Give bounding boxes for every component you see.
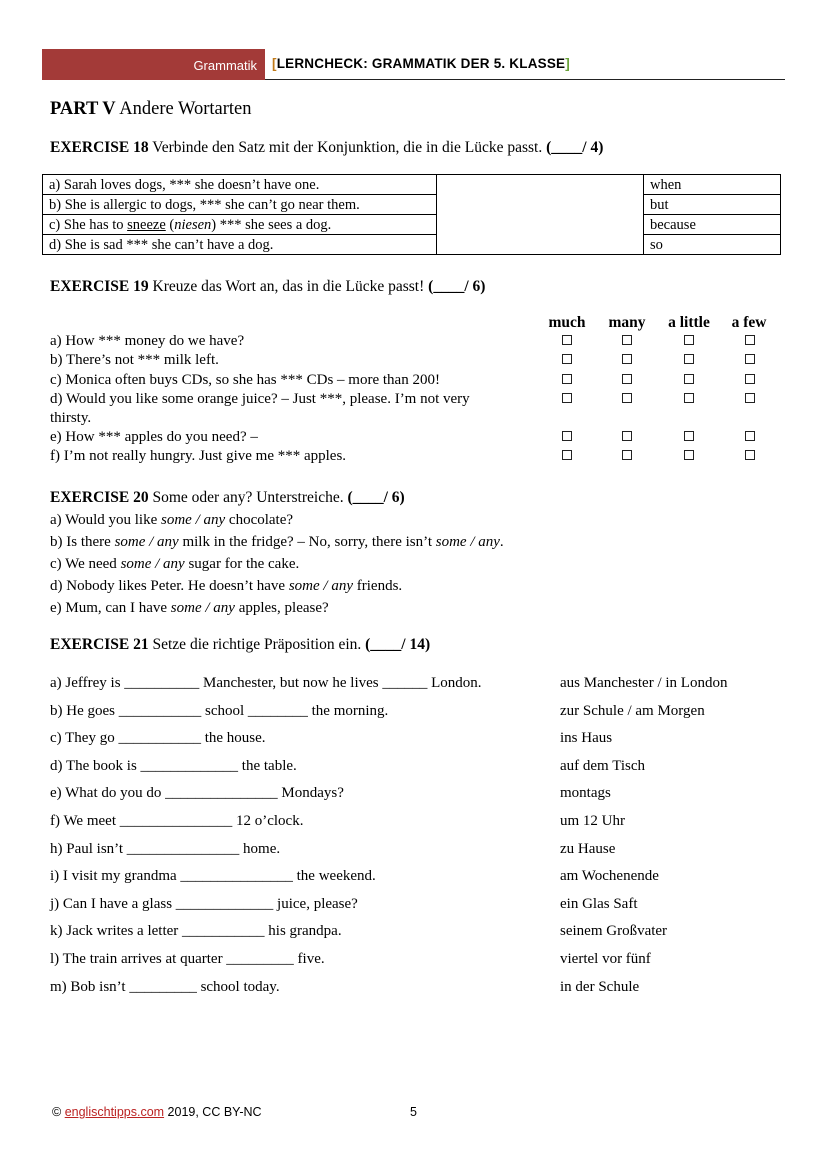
ex21-sentence: b) He goes ___________ school ________ the morning. [50,703,389,719]
ex18-c-pre: c) She has to [49,216,128,233]
ex20-label: EXERCISE 20 [50,489,149,506]
ex21-sentence: m) Bob isn’t _________ school today. [50,979,280,995]
ex19-col-many: many [608,314,646,331]
ex20-b-post: milk in the fridge? – No, sorry, there isn’t [178,534,436,550]
table-row [43,235,781,255]
ex20-item [50,556,299,573]
ex21-hint: am Wochenende [560,868,659,884]
ex19-item: b) There’s not *** milk left. [50,352,219,368]
ex19-checkbox-much[interactable] [562,335,572,345]
ex18-score: (____/ 4) [546,139,604,156]
copyright-symbol: © [52,1105,62,1119]
ex19-checkbox-a-little[interactable] [684,374,694,384]
ex19-checkbox-a-few[interactable] [745,374,755,384]
ex20-instruction: Some oder any? Unterstreiche. [152,489,344,506]
ex18-heading [50,139,603,157]
ex21-hint: zu Hause [560,841,616,857]
ex20-e-post: apples, please? [234,600,329,616]
ex20-c-choice[interactable]: some / any [120,556,185,572]
ex19-checkbox-many[interactable] [622,354,632,364]
ex18-conjunction: because [644,215,781,235]
ex20-a-choice[interactable]: some / any [161,512,226,528]
header-bracket-close: ] [565,56,570,71]
ex20-d-pre: d) Nobody likes Peter. He doesn’t have [50,578,289,594]
ex19-item: d) Would you like some orange juice? – Just ***, please. I’m not very [50,391,470,407]
ex21-hint: auf dem Tisch [560,758,646,774]
ex20-c-pre: c) We need [50,556,121,572]
ex20-d-choice[interactable]: some / any [288,578,353,594]
header-tab: Grammatik [42,49,265,80]
ex21-sentence: e) What do you do _______________ Mondays? [50,785,344,801]
ex19-checkbox-many[interactable] [622,450,632,460]
ex19-checkbox-many[interactable] [622,374,632,384]
ex21-sentence: i) I visit my grandma _______________ the weekend. [50,868,376,884]
ex18-sentence [43,215,437,235]
page-number: 5 [410,1105,417,1119]
header-title [272,56,570,71]
ex21-hint: ins Haus [560,730,613,746]
ex21-sentence: a) Jeffrey is __________ Manchester, but now he lives ______ London. [50,675,482,691]
ex20-b-post-2: . [499,534,504,550]
ex21-label: EXERCISE 21 [50,636,149,653]
ex20-heading [50,489,405,507]
ex19-checkbox-a-few[interactable] [745,431,755,441]
ex18-conjunction: but [644,195,781,215]
ex20-item [50,512,293,529]
ex20-a-post: chocolate? [225,512,294,528]
ex18-sentence: d) She is sad *** she can’t have a dog. [43,235,437,255]
ex19-checkbox-many[interactable] [622,335,632,345]
ex20-item [50,578,402,595]
ex21-hint: ein Glas Saft [560,896,638,912]
ex21-sentence: d) The book is _____________ the table. [50,758,297,774]
ex18-c-post: ) *** she sees a dog. [211,216,332,233]
ex18-c-italic: niesen [174,216,212,233]
footer-copyright [52,1105,262,1119]
ex18-c-mid: ( [165,216,175,233]
ex20-c-post: sugar for the cake. [184,556,300,572]
ex20-score: (____/ 6) [347,489,405,506]
ex18-instruction: Verbinde den Satz mit der Konjunktion, die in die Lücke passt. [152,139,543,156]
ex19-col-much: much [548,314,586,331]
ex19-item: f) I’m not really hungry. Just give me *** apples. [50,448,347,464]
ex20-b-choice-2[interactable]: some / any [435,534,500,550]
ex19-checkbox-much[interactable] [562,354,572,364]
ex20-b-choice[interactable]: some / any [114,534,179,550]
ex21-hint: aus Manchester / in London [560,675,728,691]
ex19-heading [50,278,485,296]
ex21-hint: um 12 Uhr [560,813,625,829]
table-row [43,175,781,195]
ex21-hint: montags [560,785,611,801]
ex19-checkbox-much[interactable] [562,431,572,441]
ex18-conjunction: when [644,175,781,195]
ex21-sentence: k) Jack writes a letter ___________ his grandpa. [50,923,342,939]
ex19-col-a-little: a little [668,314,710,331]
table-row [43,215,781,235]
part-title: Andere Wortarten [119,99,252,119]
part-label: PART V [50,99,116,119]
header-rule [265,79,785,80]
ex21-hint: zur Schule / am Morgen [560,703,705,719]
ex19-item-cont: thirsty. [50,410,92,426]
ex19-checkbox-many[interactable] [622,393,632,403]
ex19-label: EXERCISE 19 [50,278,149,295]
ex19-instruction: Kreuze das Wort an, das in die Lücke passt! [152,278,425,295]
ex20-item [50,534,504,551]
footer-license: 2019, CC BY-NC [164,1105,262,1119]
ex21-heading [50,636,430,654]
ex19-checkbox-a-little[interactable] [684,335,694,345]
ex18-sentence: a) Sarah loves dogs, *** she doesn’t have one. [43,175,437,195]
ex19-checkbox-a-few[interactable] [745,354,755,364]
ex20-b-pre: b) Is there [50,534,115,550]
ex19-checkbox-a-little[interactable] [684,393,694,403]
ex19-checkbox-a-little[interactable] [684,450,694,460]
footer-link[interactable]: englischtipps.com [64,1105,165,1119]
part-heading [50,99,252,120]
ex21-hint: in der Schule [560,979,640,995]
ex18-conjunction: so [644,235,781,255]
ex21-sentence: j) Can I have a glass _____________ juice, please? [50,896,358,912]
ex18-sentence: b) She is allergic to dogs, *** she can’t go near them. [43,195,437,215]
ex20-e-pre: e) Mum, can I have [50,600,171,616]
table-row [43,195,781,215]
ex19-col-a-few: a few [731,314,767,331]
ex18-label: EXERCISE 18 [50,139,149,156]
ex19-checkbox-a-few[interactable] [745,450,755,460]
ex18-table [42,174,781,255]
ex19-checkbox-a-few[interactable] [745,335,755,345]
ex21-hint: viertel vor fünf [560,951,651,967]
ex19-score: (____/ 6) [428,278,486,295]
ex21-sentence: l) The train arrives at quarter _________ five. [50,951,325,967]
ex19-checkbox-many[interactable] [622,431,632,441]
ex19-checkbox-a-few[interactable] [745,393,755,403]
ex20-a-pre: a) Would you like [50,512,161,528]
ex21-instruction: Setze die richtige Präposition ein. [152,636,362,653]
ex21-score: (____/ 14) [365,636,431,653]
ex21-sentence: f) We meet _______________ 12 o’clock. [50,813,304,829]
ex20-e-choice[interactable]: some / any [170,600,235,616]
ex19-checkbox-much[interactable] [562,450,572,460]
ex19-item: a) How *** money do we have? [50,333,245,349]
ex21-sentence: c) They go ___________ the house. [50,730,266,746]
ex21-hint: seinem Großvater [560,923,668,939]
ex19-item: c) Monica often buys CDs, so she has *** CDs – more than 200! [50,372,440,388]
ex19-checkbox-a-little[interactable] [684,354,694,364]
ex20-item [50,600,329,617]
header-title-text: LERNCHECK: GRAMMATIK DER 5. KLASSE [276,56,566,71]
ex19-checkbox-much[interactable] [562,393,572,403]
ex21-sentence: h) Paul isn’t _______________ home. [50,841,281,857]
ex19-checkbox-much[interactable] [562,374,572,384]
header-bracket-open: [ [272,56,277,71]
ex19-checkbox-a-little[interactable] [684,431,694,441]
ex20-d-post: friends. [353,578,403,594]
ex18-blank-cell [437,175,644,255]
ex18-c-underlined: sneeze [127,216,166,233]
ex19-item: e) How *** apples do you need? – [50,429,258,445]
